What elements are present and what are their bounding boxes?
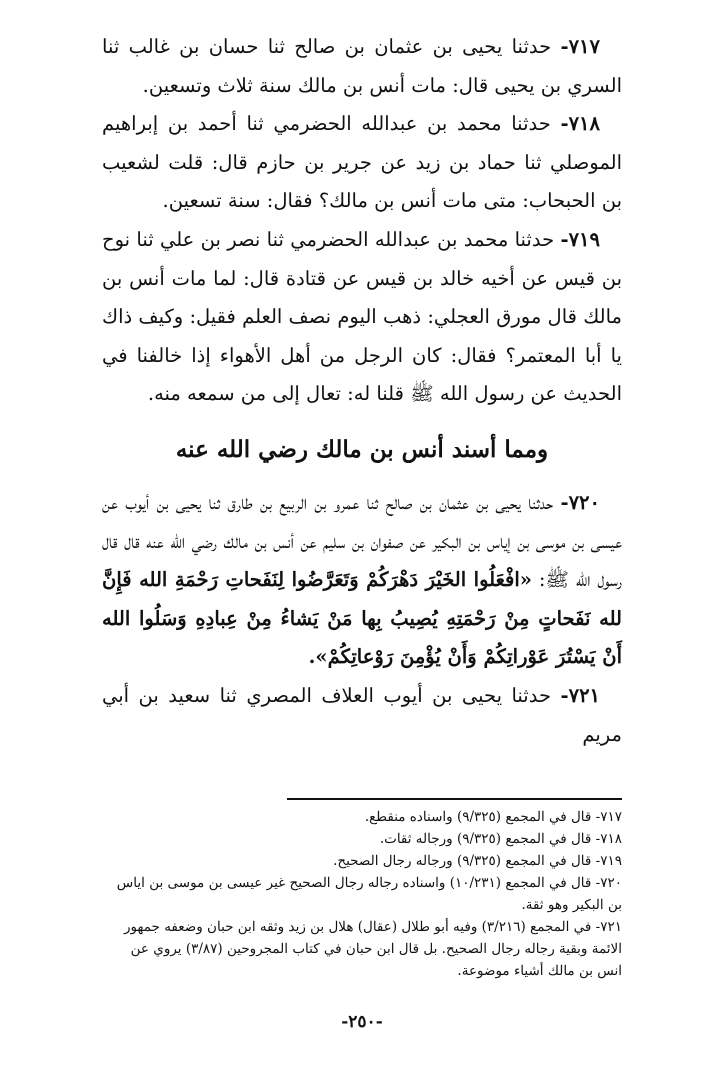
paragraph-text: حدثنا يحيى بن عثمان بن صالح ثنا حسان بن غالب ثنا السري بن يحيى قال: مات أنس بن مالك سنة ثلاث وتسعين. xyxy=(102,35,622,97)
paragraph-719 xyxy=(102,221,622,414)
footnote-720: ٧٢٠- قال في المجمع (١٠/٢٣١) واسناده رجاله رجال الصحيح غير عيسى بن موسى بن اياس بن البكير وهو ثقة. xyxy=(116,875,622,913)
main-text-block xyxy=(102,28,622,754)
paragraph-718 xyxy=(102,105,622,221)
hadith-number: ٧١٨- xyxy=(560,112,600,136)
hadith-quote: «افْعَلُوا الخَيْرَ دَهْرَكُمْ وَتَعَرَّضُوا لِنَفَحاتِ رَحْمَةِ الله فَإِنَّ لله نَفَحاتٍ مِنْ رَحْمَتِهِ يُصِيبُ بِها مَنْ يَشاءُ مِنْ عِبادِهِ وَسَلُوا الله أَنْ يَسْتُرَ عَوْراتِكُمْ وَأَنْ يُؤْمِنَ رَوْعاتِكُمْ». xyxy=(102,568,622,669)
hadith-number: ٧١٧- xyxy=(560,35,600,58)
hadith-number: ٧٢١- xyxy=(560,683,601,707)
hadith-number: ٧١٩- xyxy=(560,227,600,251)
hadith-number: ٧٢٠- xyxy=(560,490,600,514)
section-heading: ومما أسند أنس بن مالك رضي الله عنه xyxy=(175,435,549,463)
page-number: -٢٥٠- xyxy=(341,1012,383,1032)
footnote-divider xyxy=(287,798,622,800)
paragraph-text: حدثنا يحيى بن عثمان بن صالح ثنا عمرو بن الربيع بن طارق ثنا يحيى بن أيوب عن عيسى بن موسى بن إياس بن البكير عن صفوان بن سليم عن أنس بن مالك رضي الله عنه قال قال رسول الله ﷺ: xyxy=(102,490,622,592)
paragraph-text: حدثنا محمد بن عبدالله الحضرمي ثنا أحمد بن إبراهيم الموصلي ثنا حماد بن زيد عن جرير بن حازم قال: قلت لشعيب بن الحبحاب: متى مات أنس بن مالك؟ فقال: سنة تسعين. xyxy=(102,112,622,213)
paragraph-721 xyxy=(102,677,622,754)
paragraph-text: حدثنا محمد بن عبدالله الحضرمي ثنا نصر بن علي ثنا نوح بن قيس عن أخيه خالد بن قيس عن قتادة قال: لما مات أنس بن مالك قال مورق العجلي: ذهب اليوم نصف العلم فقيل: وكيف ذاك يا أبا المعتمر؟ فقال: كان الرجل من أهل الأهواء إذا خالفنا في الحديث عن رسول الله ﷺ قلنا له: تعال إلى من سمعه منه. xyxy=(102,227,622,406)
paragraph-text: حدثنا يحيى بن أيوب العلاف المصري ثنا سعيد بن أبي مريم xyxy=(102,683,622,746)
footnote-721: ٧٢١- في المجمع (٣/٢١٦) وفيه أبو طلال (عقال) هلال بن زيد وثقه ابن حبان وضعفه جمهور الائمة وبقية رجاله رجال الصحيح. بل قال ابن حبان في كتاب المجروحين (٣/٨٧) يروي عن انس بن مالك أشياء موضوعة. xyxy=(124,919,622,979)
footnote-718: ٧١٨- قال في المجمع (٩/٣٢٥) ورجاله ثقات. xyxy=(379,831,622,847)
footnotes-block xyxy=(102,806,622,982)
footnote-719: ٧١٩- قال في المجمع (٩/٣٢٥) ورجاله رجال الصحيح. xyxy=(333,853,622,869)
paragraph-720 xyxy=(102,484,622,677)
footnote-717: ٧١٧- قال في المجمع (٩/٣٢٥) واسناده منقطع. xyxy=(364,809,622,825)
paragraph-717 xyxy=(102,28,622,105)
